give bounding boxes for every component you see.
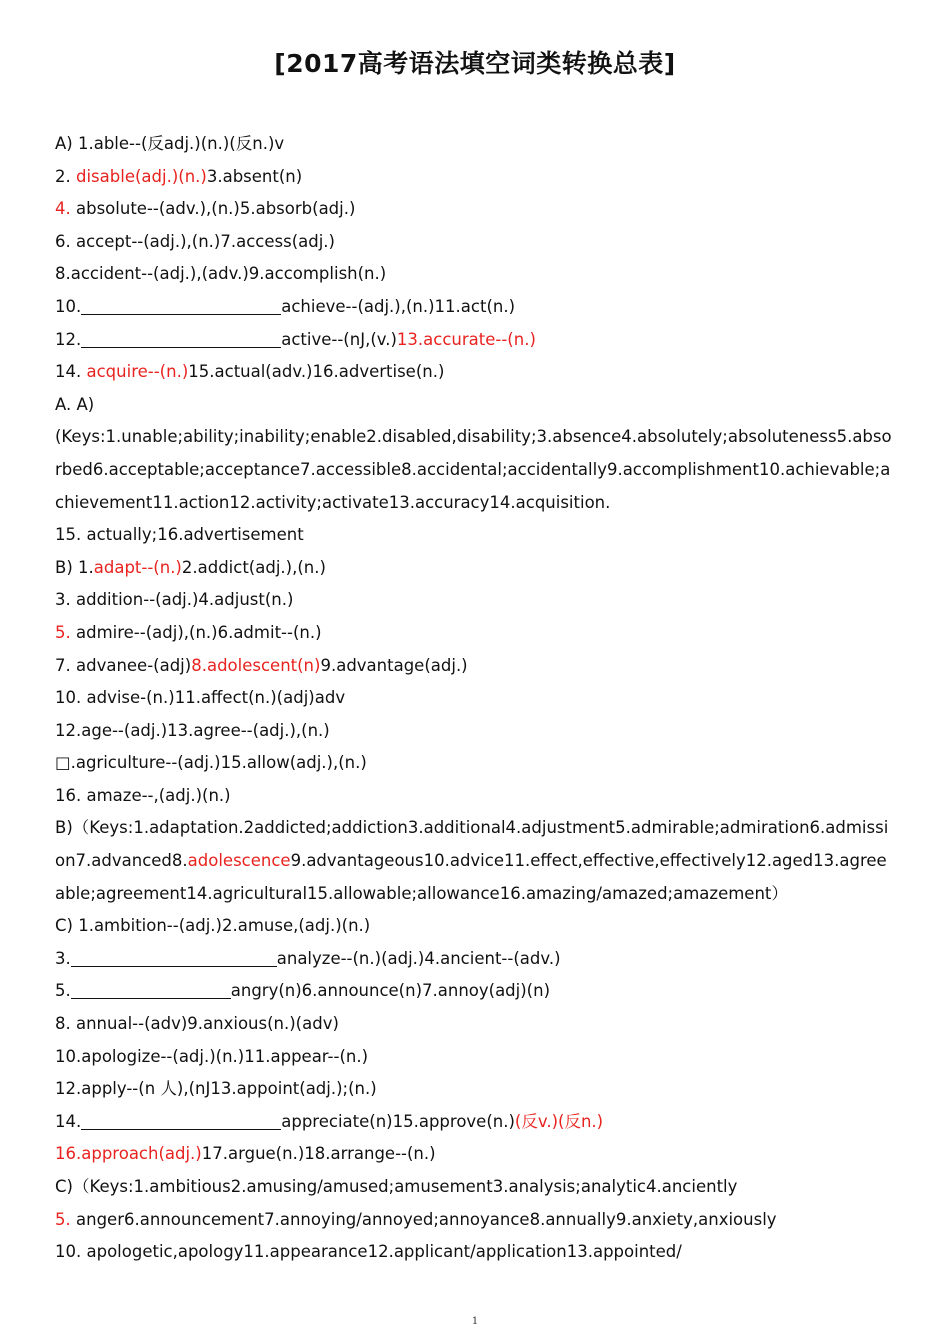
highlighted-text: adapt--(n.) — [93, 557, 182, 577]
fill-in-blank — [81, 294, 281, 315]
text-line — [55, 519, 895, 552]
text-line — [55, 715, 895, 748]
document-title: [2017高考语法填空词类转换总表] — [274, 49, 676, 78]
text-line — [55, 389, 895, 422]
line-text: 8. annual--(adv)9.anxious(n.)(adv) — [55, 1014, 339, 1034]
text-line — [55, 291, 895, 324]
highlighted-text: disable(adj.)(n.) — [76, 166, 207, 186]
text-line — [55, 1073, 895, 1106]
text-line — [55, 1138, 895, 1171]
line-text: analyze--(n.)(adj.)4.ancient--(adv.) — [276, 948, 561, 968]
highlighted-text: 13.accurate--(n.) — [396, 329, 536, 349]
line-text: A) 1.able--(反adj.)(n.)(反n.)v — [55, 134, 285, 153]
line-text: 5. — [55, 981, 71, 1001]
line-text: 9.advantageous10.advice11.effect,effective,effectively12.aged13.agreeable;agreement14.agricultural15.allowable;allowance16.amazing/amazed;amazement） — [55, 851, 887, 903]
line-text: absolute--(adv.),(n.)5.absorb(adj.) — [70, 199, 356, 219]
line-text: (Keys:1.unable;ability;inability;enable2.disabled,disability;3.absence4.absolutely;absoluteness5.absorbed6.acceptable;acceptance7.accessible8.accidental;accidentally9.accomplishment10.achievable;achievement11.action12.activity;activate13.accuracy14.acquisition. — [55, 427, 892, 512]
line-text: active--(nJ,(v.) — [281, 329, 397, 349]
line-text: 3. addition--(adj.)4.adjust(n.) — [55, 590, 294, 610]
text-line — [55, 258, 895, 291]
line-text: 10.apologize--(adj.)(n.)11.appear--(n.) — [55, 1046, 369, 1066]
highlighted-text: 4. — [55, 199, 71, 219]
line-text: B)（Keys:1.adaptation.2addicted;addiction3.additional4.adjustment5.admirable;admiration6.admission7.advanced8. — [55, 818, 889, 871]
line-text: 2.addict(adj.),(n.) — [181, 557, 326, 577]
line-text: 15. actually;16.advertisement — [55, 525, 304, 545]
document-body — [55, 128, 895, 1269]
text-line — [55, 650, 895, 683]
line-text: A. A) — [55, 394, 95, 414]
highlighted-text: adolescence — [187, 851, 291, 871]
text-line — [55, 226, 895, 259]
line-text: 17.argue(n.)18.arrange--(n.) — [201, 1144, 436, 1164]
text-line — [55, 1106, 895, 1139]
line-text: 16. amaze--,(adj.)(n.) — [55, 785, 231, 805]
line-text: 15.actual(adv.)16.advertise(n.) — [188, 362, 445, 382]
line-text: 9.advantage(adj.) — [320, 655, 468, 675]
highlighted-text: 8.adolescent(n) — [191, 655, 321, 675]
text-line — [55, 780, 895, 813]
line-text: C)（Keys:1.ambitious2.amusing/amused;amusement3.analysis;analytic4.anciently — [55, 1177, 738, 1196]
line-text: 14. — [55, 1111, 82, 1131]
line-text: 12.apply--(n 人),(nJ13.appoint(adj.);(n.) — [55, 1079, 377, 1099]
text-line — [55, 584, 895, 617]
highlighted-text: (反v.)(反n.) — [514, 1111, 604, 1131]
text-line — [55, 682, 895, 715]
text-line — [55, 1008, 895, 1041]
text-line — [55, 161, 895, 194]
line-text: □.agriculture--(adj.)15.allow(adj.),(n.) — [55, 753, 367, 773]
text-line — [55, 943, 895, 976]
text-line — [55, 552, 895, 585]
line-text: 10. apologetic,apology11.appearance12.applicant/application13.appointed/ — [55, 1242, 682, 1262]
line-text: 10. — [55, 296, 82, 316]
line-text: angry(n)6.announce(n)7.annoy(adj)(n) — [230, 981, 551, 1001]
line-text: 12. — [55, 329, 82, 349]
line-text: 12.age--(adj.)13.agree--(adj.),(n.) — [55, 720, 330, 740]
line-text: appreciate(n)15.approve(n.) — [281, 1111, 515, 1131]
line-text: anger6.announcement7.annoying/annoyed;annoyance8.annually9.anxiety,anxiously — [70, 1209, 777, 1229]
text-line — [55, 1204, 895, 1237]
text-line — [55, 128, 895, 161]
line-text: 8.accident--(adj.),(adv.)9.accomplish(n.) — [55, 264, 387, 284]
text-line — [55, 812, 895, 910]
highlighted-text: 5. — [55, 622, 71, 642]
line-text: 3.absent(n) — [206, 166, 303, 186]
line-text: admire--(adj),(n.)6.admit--(n.) — [70, 622, 322, 642]
text-line — [55, 1041, 895, 1074]
text-line — [55, 421, 895, 519]
line-text: B) 1. — [55, 557, 94, 577]
fill-in-blank — [71, 946, 277, 967]
highlighted-text: 16.approach(adj.) — [55, 1144, 202, 1164]
text-line — [55, 356, 895, 389]
text-line — [55, 1236, 895, 1269]
text-line — [55, 1171, 895, 1204]
text-line — [55, 324, 895, 357]
line-text: 10. advise-(n.)11.affect(n.)(adj)adv — [55, 688, 346, 708]
fill-in-blank — [71, 978, 231, 999]
text-line — [55, 910, 895, 943]
fill-in-blank — [81, 327, 281, 348]
line-text: 7. advanee-(adj) — [55, 655, 192, 675]
text-line — [55, 747, 895, 780]
line-text: 3. — [55, 948, 71, 968]
text-line — [55, 975, 895, 1008]
page-number: 1 — [471, 1316, 479, 1327]
highlighted-text: acquire--(n.) — [86, 362, 189, 382]
line-text: C) 1.ambition--(adj.)2.amuse,(adj.)(n.) — [55, 916, 371, 936]
line-text: 2. — [55, 166, 76, 186]
line-text: 14. — [55, 362, 87, 382]
text-line — [55, 193, 895, 226]
highlighted-text: 5. — [55, 1209, 71, 1229]
line-text: achieve--(adj.),(n.)11.act(n.) — [281, 296, 516, 316]
text-line — [55, 617, 895, 650]
fill-in-blank — [81, 1109, 281, 1130]
line-text: 6. accept--(adj.),(n.)7.access(adj.) — [55, 231, 335, 251]
